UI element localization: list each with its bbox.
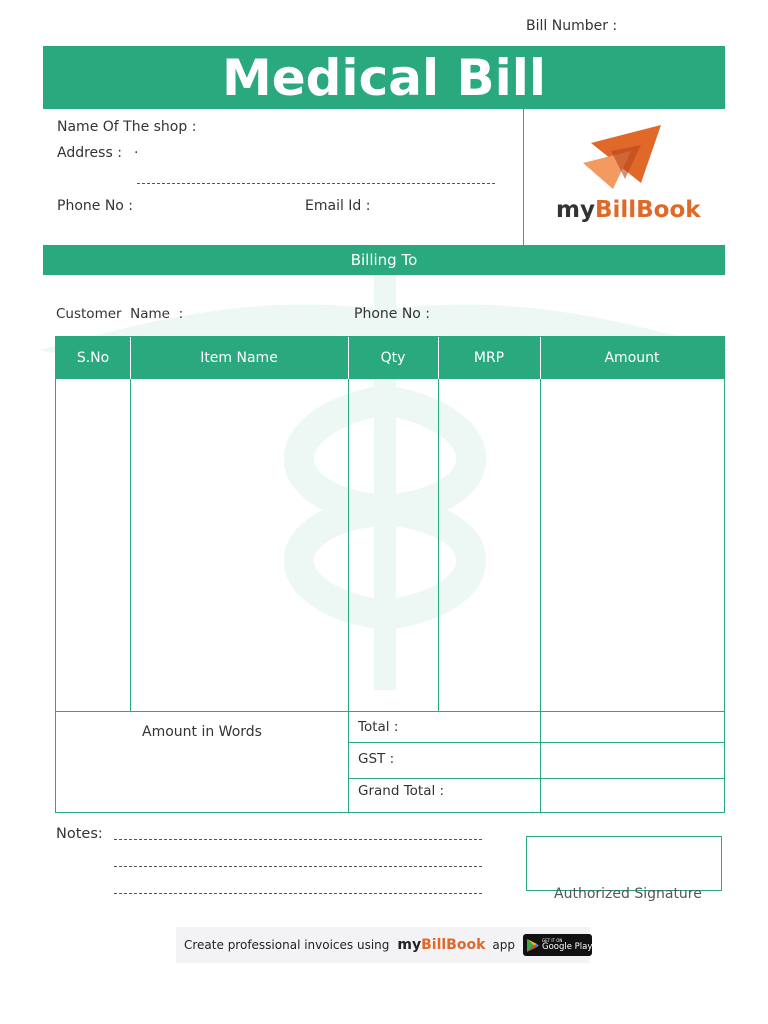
customer-name-label: Customer Name :	[56, 306, 184, 322]
header-qty: Qty	[380, 350, 406, 366]
footer-app-text: app	[492, 938, 515, 952]
page-title: Medical Bill	[221, 48, 547, 107]
billing-to-banner	[43, 245, 725, 275]
notes-line-1	[114, 839, 482, 840]
footer-brand-my: my	[397, 937, 422, 953]
footer-banner[interactable]	[176, 927, 593, 963]
header-sno: S.No	[76, 350, 110, 366]
shop-info-section	[43, 109, 725, 245]
footer-brand-billbook: BillBook	[421, 937, 486, 953]
mybillbook-triangle-icon	[583, 123, 663, 193]
shop-phone-label: Phone No :	[57, 198, 134, 214]
address-line	[137, 183, 495, 184]
footer-text: Create professional invoices using	[184, 938, 390, 952]
signature-box	[526, 836, 722, 891]
gst-label: GST :	[358, 751, 395, 767]
notes-line-3	[114, 893, 482, 894]
notes-label: Notes:	[56, 826, 103, 842]
store-small-text: GET IT ON	[542, 937, 563, 943]
mybillbook-logo	[551, 123, 701, 233]
logo-text-my: my	[556, 197, 595, 223]
billing-to-heading: Billing To	[350, 251, 418, 269]
shop-email-label: Email Id :	[305, 198, 371, 214]
signature-label: Authorized Signature	[554, 886, 702, 902]
shop-name-label: Name Of The shop :	[57, 119, 197, 135]
title-banner	[43, 46, 725, 109]
customer-phone-label: Phone No :	[354, 306, 431, 322]
items-table	[55, 336, 725, 813]
logo-text-billbook: BillBook	[594, 197, 701, 223]
grand-total-label: Grand Total :	[358, 783, 445, 799]
google-play-badge[interactable]	[523, 934, 592, 956]
bill-number-label: Bill Number :	[526, 18, 618, 34]
store-big-text: Google Play	[542, 941, 593, 952]
google-play-icon	[527, 939, 539, 952]
notes-line-2	[114, 866, 482, 867]
address-dot: ·	[134, 145, 139, 161]
total-label: Total :	[358, 719, 399, 735]
header-amount: Amount	[604, 350, 660, 366]
address-label: Address :	[57, 145, 122, 161]
amount-in-words-label: Amount in Words	[142, 724, 262, 740]
header-mrp: MRP	[473, 350, 505, 366]
header-item-name: Item Name	[200, 350, 278, 366]
